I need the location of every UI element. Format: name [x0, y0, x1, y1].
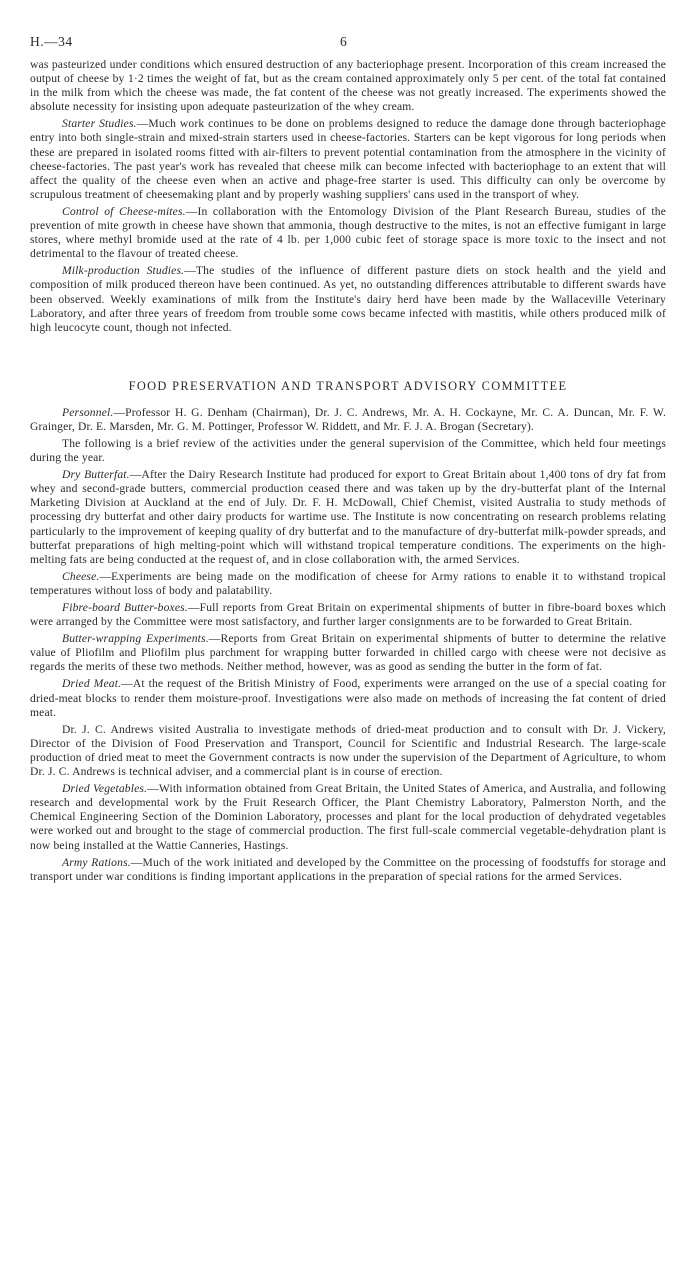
paragraph-text: —After the Dairy Research Institute had produced for export to Great Britain about 1,400 tons of dry fat from whey and second-grade butters, commercial production ceased there and was taken up by the dry-butterfat plant of the Internal Marketing Division at Auckland at the end of July. Dr. F. H. McDowall, Chief Chemist, visited Australia to study methods of processing dry butterfat and other dairy products for wartime use. The Institute is now concentrating on research problems relating particularly to the improvement of keeping quality of dry butterfat and to the manufacture of dry-butterfat milk-powder spreads, and butterfat preparations of high melting-point which will withstand tropical temperature conditions. The experiments on the high-melting fats are being conducted at the request of, and in close collaboration with, the armed Services.	[30, 468, 666, 566]
run-in-heading: Butter-wrapping Experiments.	[62, 632, 209, 646]
paragraph	[30, 264, 666, 334]
run-in-heading: Dried Vegetables.	[62, 782, 148, 796]
paragraph-text: —Much of the work initiated and developed by the Committee on the processing of foodstuffs for storage and transport under war conditions is finding important applications in the preparation of special rations for the armed Services.	[30, 855, 666, 883]
paragraph	[30, 723, 666, 779]
run-in-heading: Milk-production Studies.	[62, 264, 185, 278]
report-reference: H.—34	[30, 34, 73, 49]
paragraph-text: Dr. J. C. Andrews visited Australia to investigate methods of dried-meat production and to consult with Dr. J. Vickery, Director of the Division of Food Preservation and Transport, Council for Scientific and Industrial Research. The large-scale production of dried meat to meet the Government contracts is now under the supervision of the Department of Agriculture, to whom Dr. J. C. Andrews is technical adviser, and a commercial plant is in course of erection.	[30, 722, 666, 779]
paragraph-text: —In collaboration with the Entomology Division of the Plant Research Bureau, studies of the prevention of mite growth in cheese have shown that ammonia, though destructive to the mites, is not an effective fumigant in large stores, where methyl bromide used at the rate of 4 lb. per 1,000 cubic feet of storage space is more toxic to the insect and not detrimental to the flavour of treated cheese.	[30, 204, 666, 261]
paragraph-text: —With information obtained from Great Britain, the United States of America, and Australia, and following research and developmental work by the Fruit Research Officer, the Plant Chemistry Laboratory, Palmerston North, and the Chemical Engineering Section of the Dominion Laboratory, processes and plant for the local production of dehydrated vegetables were worked out and brought to the stage of commercial production. The first full-scale commercial vegetable-dehydration plant is now being installed at the Wattie Canneries, Hastings.	[30, 782, 666, 852]
paragraph-text: —Much work continues to be done on problems designed to reduce the damage done through bacteriophage entry into both single-strain and mixed-strain starters used in cheese-factories. Starters can be kept vigorous for long periods when these are prepared in isolated rooms fitted with air-filters to prevent potential contamination from the atmosphere in the vicinity of cheese-factories. The past year's work has revealed that cheese milk can become infected with bacteriophage to an extent that will affect the quality of the cheese even when an active and phage-free starter is used. This difficulty can only be overcome by scrupulous treatment of cheesemaking plant and by properly washing suppliers' cans used in the transport of whey.	[30, 117, 666, 201]
paragraph	[30, 677, 666, 719]
paragraph-text: was pasteurized under conditions which ensured destruction of any bacteriophage present. Incorporation of this cream increased the output of cheese by 1·2 times the weight of fat, but as the cream contained approximately only 5 per cent. of the total fat contained in the milk from which the cheese was made, the fat content of the cheese was not greatly increased. The experiments showed the absolute necessity for insisting upon adequate pasteurization of the whey cream.	[30, 58, 666, 114]
run-in-heading: Starter Studies.	[62, 117, 137, 131]
page-number: 6	[340, 34, 347, 49]
paragraph	[30, 601, 666, 629]
paragraph	[30, 632, 666, 674]
run-in-heading: Dry Butterfat.	[62, 468, 130, 482]
paragraph	[30, 570, 666, 598]
run-in-heading: Dried Meat.	[62, 677, 122, 691]
paragraph-text: —The studies of the influence of different pasture diets on stock health and the yield and composition of milk produced thereon have been continued. As yet, no outstanding differences attributable to different swards have been observed. Weekly examinations of milk from the Institute's dairy herd have been made by the Wallaceville Veterinary Laboratory, and after three years of freedom from trouble some cows became infected with mastitis, while others produced milk of high leucocyte count, though not infected.	[30, 264, 666, 334]
run-in-heading: Army Rations.	[62, 855, 131, 869]
paragraph	[30, 406, 666, 434]
run-in-heading: Control of Cheese-mites.	[62, 204, 186, 218]
paragraph-text: The following is a brief review of the activities under the general supervision of the Committee, which held four meetings during the year.	[30, 436, 666, 465]
run-in-heading: Personnel.	[62, 405, 114, 419]
paragraph-text: —Professor H. G. Denham (Chairman), Dr. J. C. Andrews, Mr. A. H. Cockayne, Mr. C. A. Duncan, Mr. F. W. Grainger, Dr. E. Marsden, Mr. G. M. Pottinger, Professor W. Riddett, and Mr. F. J. A. Brogan (Secretary).	[30, 405, 666, 433]
paragraph	[30, 782, 666, 852]
paragraph-text: —Full reports from Great Britain on experimental shipments of butter in fibre-board boxes which were arranged by the Committee were most satisfactory, and further larger consignments are to be forwarded to Great Britain.	[30, 601, 667, 629]
paragraph-text: —Reports from Great Britain on experimental shipments of butter to determine the relative value of Pliofilm and Pliofilm plus parchment for wrapping butter forwarded in chilled cargo with cheese were not decisive as regards the merits of these two methods. Neither method, however, was as good as sending the butter in the form of fat.	[30, 632, 666, 674]
paragraph	[30, 58, 666, 114]
running-header	[30, 0, 666, 58]
body-text-before	[30, 58, 666, 335]
section-title: FOOD PRESERVATION AND TRANSPORT ADVISORY COMMITTEE	[128, 378, 568, 393]
paragraph	[30, 437, 666, 465]
document-page	[30, 0, 666, 884]
run-in-heading: Cheese.	[62, 569, 100, 583]
paragraph	[30, 856, 666, 884]
body-text-after	[30, 406, 666, 884]
paragraph-text: —At the request of the British Ministry of Food, experiments were arranged on the use of a special coating for dried-meat blocks to render them moisture-proof. Investigations were also made on methods of increasing the fat content of dried meat.	[30, 677, 666, 719]
paragraph	[30, 117, 666, 202]
paragraph	[30, 205, 666, 261]
paragraph	[30, 468, 666, 567]
paragraph-text: —Experiments are being made on the modification of cheese for Army rations to enable it to withstand tropical temperatures without loss of body and palatability.	[30, 569, 666, 597]
run-in-heading: Fibre-board Butter-boxes.	[62, 601, 188, 614]
